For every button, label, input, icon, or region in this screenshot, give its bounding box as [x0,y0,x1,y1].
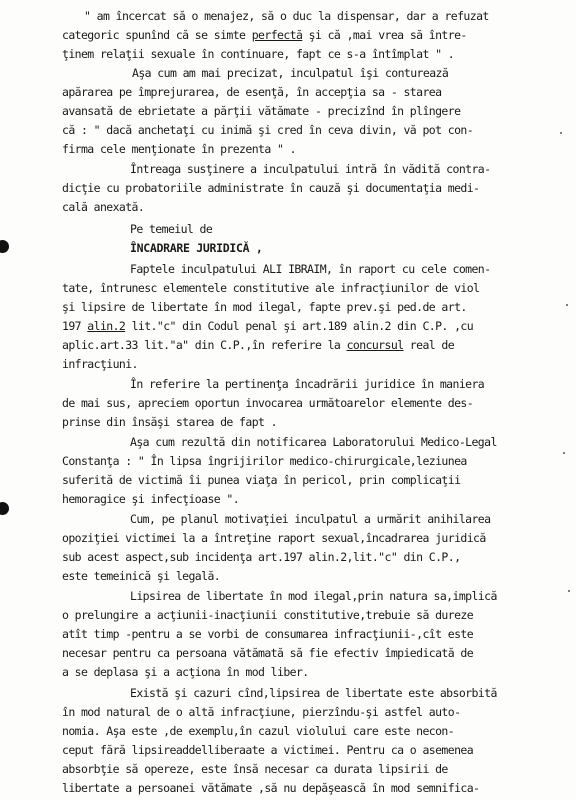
text-segment: 197 [62,319,88,333]
scan-speck [563,452,565,454]
text-line: cală anexată. [62,200,145,214]
underlined-text: concursul [346,338,404,352]
text-line: infracţiuni. [62,357,138,371]
text-line: prinse din însăşi starea de fapt . [62,415,278,429]
text-line: Lipsirea de libertate în mod ilegal,prin natura sa,implică [130,589,497,603]
text-line: Există şi cazuri cînd,lipsirea de libertate este absorbită [130,686,497,700]
text-line: opoziţiei victimei la a întreţine raport sexual,încadrarea juridică [62,531,486,545]
text-line [62,338,454,352]
text-line: şi lipsire de libertate în mod ilegal, fapte prev.şi ped.de art. [62,300,467,314]
scan-speck [566,304,568,306]
text-line: dicţie cu probatoriile administrate în cauză şi documentaţia medi- [62,181,480,195]
text-line: ţinem relaţii sexuale în continuare, fapt ce s-a întîmplat " . [62,47,455,61]
text-line: este temeinică şi legală. [62,569,221,583]
text-line: avansată de ebrietate a părţii vătămate - precizînd în plîngere [62,104,461,118]
scan-speck [568,590,570,592]
text-line: Cum, pe planul motivaţiei inculpatul a urmărit anihilarea [130,512,491,526]
text-line: nomia. Aşa este ,de exemplu,în cazul violului care este necon- [62,724,455,738]
underlined-text: alin.2 [87,319,126,333]
text-line: firma cele menţionate în prezenta " . [62,142,296,156]
text-line: Întreaga susţinere a inculpatului intră în vădită contra- [130,162,491,176]
text-line: Faptele inculpatului ALI IBRAIM, în raport cu cele comen- [130,262,491,276]
text-line: că : " dacă anchetaţi cu inimă şi cred în ceva divin, vă pot con- [62,123,474,137]
text-line: Pe temeiul de [130,222,213,236]
text-line: libertate a persoanei vătămate ,să nu depăşească în mod semnifica- [62,781,480,795]
text-line: de mai sus, apreciem oportun invocarea următoarelor elemente des- [62,396,474,410]
scan-speck [560,132,562,134]
text-segment: categoric spunînd că se simte [62,28,252,42]
text-line: atît timp -pentru a se vorbi de consumarea infracţiunii-,cît este [62,627,474,641]
text-segment: lit."c" din Codul penal şi art.189 alin.2 din C.P. ,cu [125,319,474,333]
text-line: ceput fără lipsireaddelliberaate a victimei. Pentru ca o asemenea [62,743,474,757]
text-line: În referire la pertinenţa încadrării juridice în maniera [130,377,485,391]
text-line: " am încercat să o menajez, să o duc la dispensar, dar a refuzat [84,9,489,23]
text-line [62,28,467,42]
text-line [62,319,473,333]
text-line: sub acest aspect,sub incidenţa art.197 alin.2,lit."c" din C.P., [62,550,461,564]
text-segment: şi că ,mai vrea să între- [302,28,467,42]
section-heading: ÎNCADRARE JURIDICĂ , [130,241,263,255]
text-line: tate, întrunesc elementele constitutive ale infracţiunilor de viol [62,281,480,295]
text-line: în mod natural de o altă infracţiune, pierzîndu-şi astfel auto- [62,705,461,719]
text-line: Constanţa : " În lipsa îngrijirilor medico-chirurgicale,leziunea [62,454,467,468]
text-segment: aplic.art.33 lit."a" din C.P.,în referire la [62,338,347,352]
text-line: apărarea pe împrejurarea, de esenţă, în accepţia sa - starea [62,85,442,99]
text-line: a se deplasa şi a acţiona în mod liber. [62,665,309,679]
text-line: absorbţie să opereze, este însă necesar ca durata lipsirii de [62,762,448,776]
binder-hole [0,240,9,253]
text-line: o prelungire a acţiunii-inacţiunii constitutive,trebuie să dureze [62,608,474,622]
text-line: suferită de victimă îi punea viaţa în pericol, prin complicaţii [62,473,461,487]
text-line: hemoragice şi infecţioase ". [62,492,240,506]
text-line: Aşa cum rezultă din notificarea Laboratorului Medico-Legal [130,435,497,449]
underlined-word: perfectă [251,28,303,42]
text-line: Aşa cum am mai precizat, inculpatul îşi conturează [132,66,449,80]
text-segment: real de [403,338,455,352]
text-line: necesar pentru ca persoana vătămată să fie efectiv împiedicată de [62,646,474,660]
binder-hole [0,502,9,515]
